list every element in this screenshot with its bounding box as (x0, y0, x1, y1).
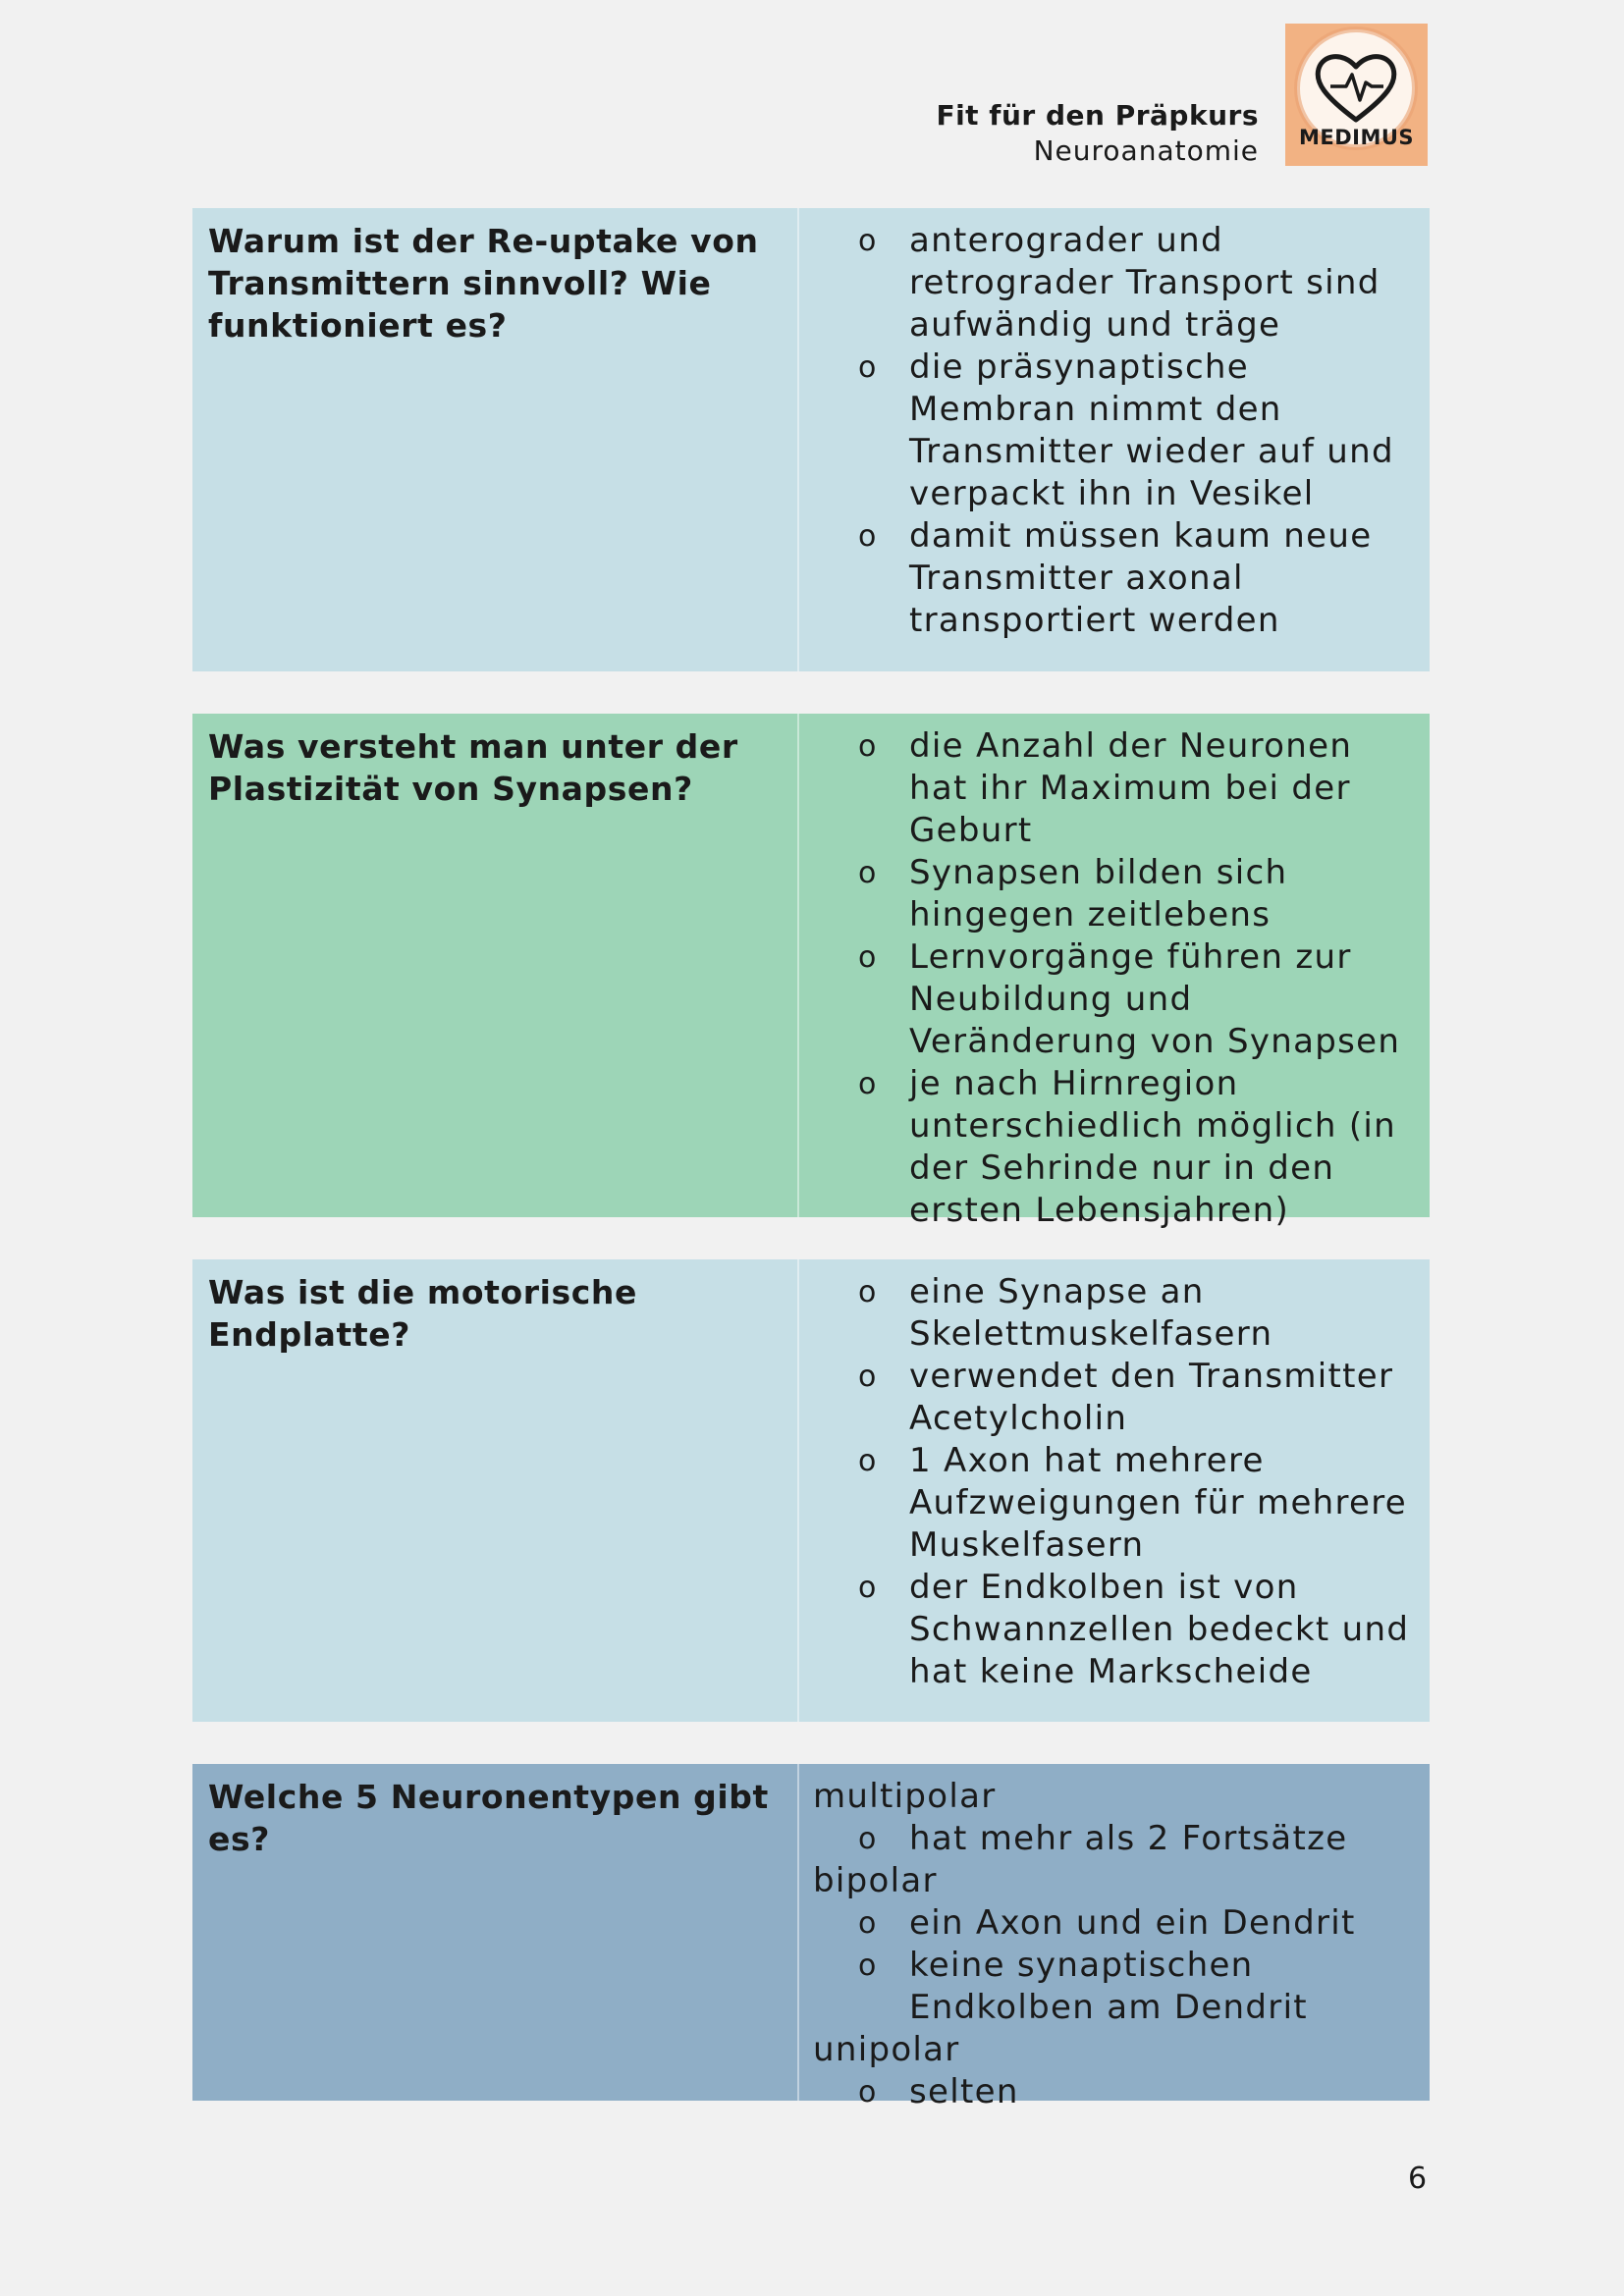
list-item: o ein Axon und ein Dendrit (813, 1902, 1418, 1945)
list-item: o verwendet den Transmitter Acetylcholin (813, 1356, 1418, 1440)
list-item: o die Anzahl der Neuronen hat ihr Maximum bei der Geburt (813, 725, 1418, 852)
list-item: o hat mehr als 2 Fortsätze (813, 1818, 1418, 1860)
list-item: o eine Synapse an Skelettmuskelfasern (813, 1271, 1418, 1356)
page-number: 6 (1408, 2162, 1428, 2196)
qa-card-plasticity (192, 714, 1430, 1230)
card-answer (797, 1259, 1430, 1722)
card-question: Warum ist der Re-uptake von Transmittern sinnvoll? Wie funktioniert es? (208, 222, 759, 345)
list-item: o je nach Hirnregion unterschiedlich möglich (in der Sehrinde nur in den ersten Lebensjahren) (813, 1063, 1418, 1232)
list-item: o der Endkolben ist von Schwannzellen bedeckt und hat keine Markscheide (813, 1567, 1418, 1693)
qa-card-reuptake (192, 208, 1430, 671)
list-item: o 1 Axon hat mehrere Aufzweigungen für mehrere Muskelfasern (813, 1440, 1418, 1567)
card-question: Was versteht man unter der Plastizität von Synapsen? (208, 727, 738, 808)
list-item: o Synapsen bilden sich hingegen zeitlebens (813, 852, 1418, 936)
medimus-logo (1285, 24, 1428, 166)
qa-card-neuron-types (192, 1764, 1430, 2111)
neuron-type-title: multipolar (813, 1777, 997, 1816)
list-item: o keine synaptischen Endkolben am Dendrit (813, 1945, 1418, 2029)
neuron-type-title: bipolar (813, 1861, 938, 1900)
list-item: o die präsynaptische Membran nimmt den Transmitter wieder auf und verpackt ihn in Vesikel (813, 347, 1418, 515)
list-item: o Lernvorgänge führen zur Neubildung und Veränderung von Synapsen (813, 936, 1418, 1063)
logo-text: MEDIMUS (1298, 126, 1415, 149)
list-item: o damit müssen kaum neue Transmitter axonal transportiert werden (813, 515, 1418, 642)
card-question: Welche 5 Neuronentypen gibt es? (208, 1778, 769, 1858)
header-title: Fit für den Präpkurs (936, 99, 1259, 132)
neuron-type-title: unipolar (813, 2030, 960, 2069)
qa-card-endplate (192, 1259, 1430, 1722)
card-answer (797, 1764, 1430, 2111)
page-header (936, 98, 1259, 169)
header-subtitle: Neuroanatomie (1033, 134, 1259, 167)
card-answer (797, 714, 1430, 1230)
card-question: Was ist die motorische Endplatte? (208, 1273, 638, 1354)
card-answer (797, 208, 1430, 671)
list-item: o anterograder und retrograder Transport sind aufwändig und träge (813, 220, 1418, 347)
list-item: o selten (813, 2071, 1418, 2113)
